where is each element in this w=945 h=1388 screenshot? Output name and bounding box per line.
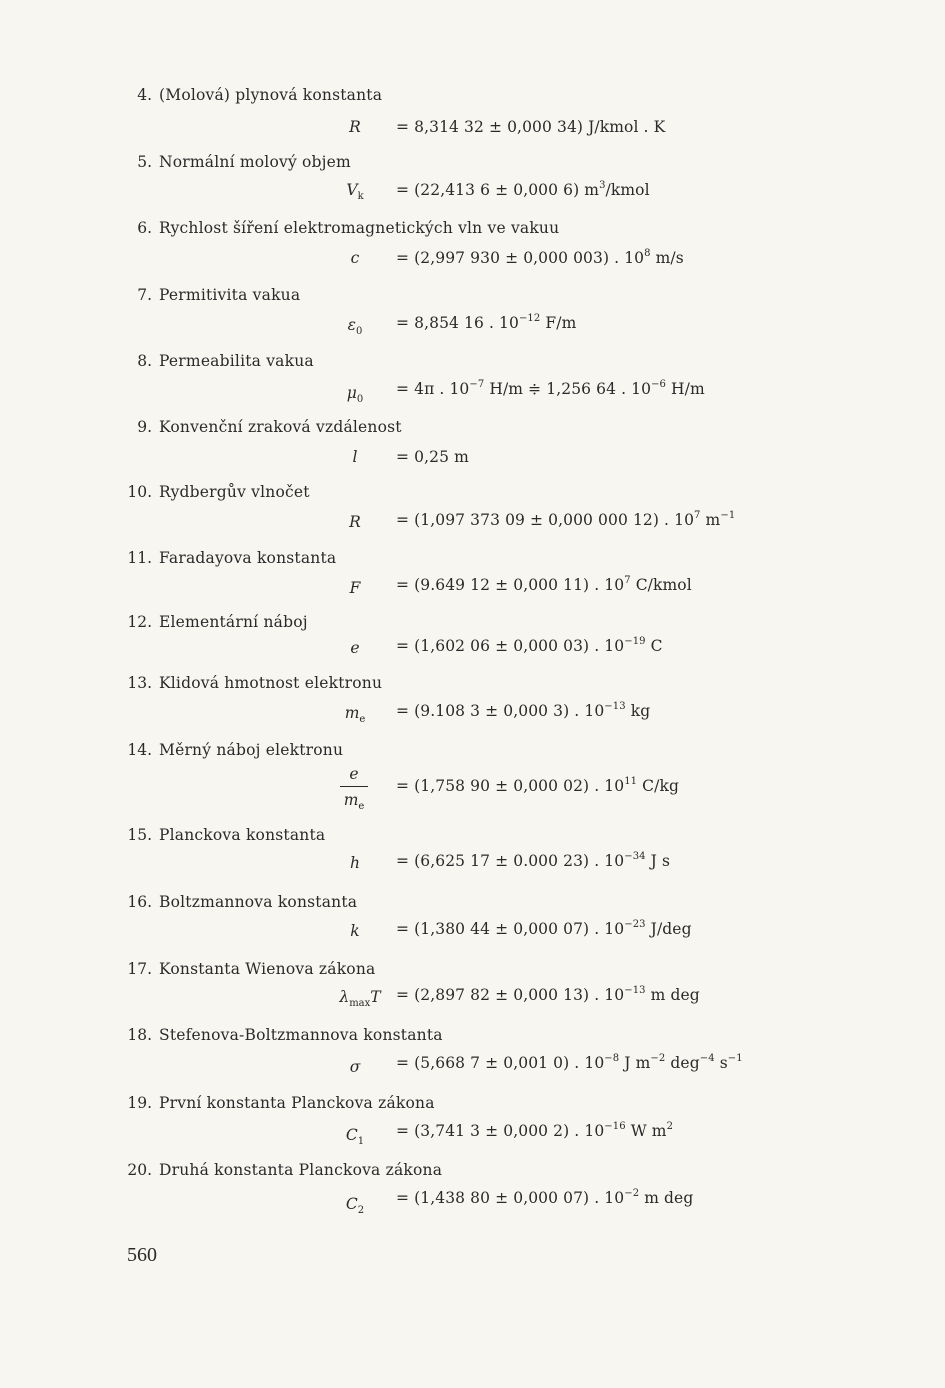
fraction-symbol — [336, 765, 372, 816]
constant-entry — [0, 352, 945, 412]
fraction-bar — [340, 786, 368, 787]
entry-symbol: $\mu_0$ — [346, 384, 364, 406]
entry-symbol: $C_2$ — [345, 1195, 365, 1217]
entry-symbol: $\lambda_{max}T$ — [339, 988, 381, 1010]
entry-symbol: F — [349, 579, 361, 597]
constant-entry — [0, 826, 945, 886]
entry-title: Rychlost šíření elektromagnetických vln ve vakuu — [159, 219, 560, 237]
entry-symbol: k — [350, 922, 360, 940]
entry-symbol: R — [349, 118, 361, 136]
entry-number: 18. — [127, 1026, 152, 1044]
constant-entry — [0, 549, 945, 609]
entry-title: Rydbergův vlnočet — [159, 483, 310, 501]
entry-value: = (1,602 06 ± 0,000 03) . $10^{-19}$ C — [396, 636, 663, 655]
entry-number: 19. — [127, 1094, 152, 1112]
constant-entry — [0, 741, 945, 821]
entry-symbol: e — [350, 639, 360, 657]
entry-number: 17. — [127, 960, 152, 978]
entry-title: Klidová hmotnost elektronu — [159, 674, 383, 692]
entry-number: 14. — [127, 741, 152, 759]
entry-title: Konvenční zraková vzdálenost — [159, 418, 402, 436]
entry-value: = (9.649 12 ± 0,000 11) . $10^7$ C/kmol — [396, 575, 692, 594]
entry-title: Permitivita vakua — [159, 286, 301, 304]
entry-value: = (9.108 3 ± 0,000 3) . $10^{-13}$ kg — [396, 701, 651, 720]
entry-value: = (2,997 930 ± 0,000 003) . $10^8$ m/s — [396, 248, 684, 267]
constant-entry — [0, 1026, 945, 1086]
entry-symbol: $V_k$ — [346, 181, 364, 203]
constant-entry — [0, 893, 945, 953]
entry-number: 5. — [137, 153, 152, 171]
constant-entry — [0, 418, 945, 478]
entry-number: 16. — [127, 893, 152, 911]
entry-title: Konstanta Wienova zákona — [159, 960, 376, 978]
entry-value: = 4π . $10^{-7}$ H/m ≑ 1,256 64 . $10^{-6}$ H/m — [396, 379, 705, 398]
constant-entry — [0, 613, 945, 673]
fraction-denominator: $m_e$ — [343, 791, 365, 813]
fraction-numerator: e — [349, 765, 359, 783]
entry-number: 11. — [127, 549, 152, 567]
constant-entry — [0, 219, 945, 279]
constant-entry — [0, 86, 945, 146]
entry-number: 7. — [137, 286, 152, 304]
constant-entry — [0, 960, 945, 1020]
entry-value: = 8,314 32 ± 0,000 34) J/kmol . K — [396, 118, 666, 136]
entry-value: = (1,758 90 ± 0,000 02) . $10^{11}$ C/kg — [396, 776, 679, 795]
entry-value: = 8,854 16 . $10^{-12}$ F/m — [396, 313, 577, 332]
entry-value: = (1,097 373 09 ± 0,000 000 12) . $10^7$ $m^{-1}$ — [396, 510, 736, 529]
entry-symbol: $m_e$ — [344, 704, 366, 726]
entry-number: 6. — [137, 219, 152, 237]
entry-title: Faradayova konstanta — [159, 549, 337, 567]
entry-value: = (3,741 3 ± 0,000 2) . $10^{-16}$ W $m^2$ — [396, 1121, 674, 1140]
entry-title: Stefenova-Boltzmannova konstanta — [159, 1026, 443, 1044]
constant-entry — [0, 1161, 945, 1221]
entry-title: Elementární náboj — [159, 613, 308, 631]
entry-title: Permeabilita vakua — [159, 352, 314, 370]
entry-title: Boltzmannova konstanta — [159, 893, 358, 911]
entry-symbol: $C_1$ — [345, 1126, 365, 1148]
constant-entry — [0, 153, 945, 213]
entry-number: 12. — [127, 613, 152, 631]
entry-symbol: c — [350, 249, 360, 267]
entry-number: 9. — [137, 418, 152, 436]
entry-title: Druhá konstanta Planckova zákona — [159, 1161, 443, 1179]
entry-symbol: h — [350, 854, 360, 872]
constant-entry — [0, 1094, 945, 1154]
entry-value: = (1,438 80 ± 0,000 07) . $10^{-2}$ m deg — [396, 1188, 694, 1207]
entry-number: 8. — [137, 352, 152, 370]
entry-value: = (2,897 82 ± 0,000 13) . $10^{-13}$ m deg — [396, 985, 700, 1004]
entry-number: 10. — [127, 483, 152, 501]
entry-value: = 0,25 m — [396, 448, 469, 466]
entry-number: 4. — [137, 86, 152, 104]
entry-number: 13. — [127, 674, 152, 692]
entry-title: Normální molový objem — [159, 153, 351, 171]
page-number: 560 — [127, 1244, 157, 1266]
entry-value: = (6,625 17 ± 0.000 23) . $10^{-34}$ J s — [396, 851, 671, 870]
constant-entry — [0, 483, 945, 543]
entry-number: 20. — [127, 1161, 152, 1179]
entry-title: Měrný náboj elektronu — [159, 741, 344, 759]
constant-entry — [0, 286, 945, 346]
entry-value: = (5,668 7 ± 0,001 0) . $10^{-8}$ J $m^{-2}$ deg$^{-4}$ $s^{-1}$ — [396, 1053, 743, 1072]
entry-symbol: l — [352, 448, 358, 466]
entry-symbol: $\varepsilon_0$ — [347, 316, 363, 338]
entry-title: Planckova konstanta — [159, 826, 326, 844]
entry-title: První konstanta Planckova zákona — [159, 1094, 435, 1112]
entry-symbol: R — [349, 513, 361, 531]
entry-symbol: σ — [349, 1058, 361, 1076]
entry-title: (Molová) plynová konstanta — [159, 86, 383, 104]
entry-number: 15. — [127, 826, 152, 844]
entry-value: = (1,380 44 ± 0,000 07) . $10^{-23}$ J/deg — [396, 919, 692, 938]
entry-value: = (22,413 6 ± 0,000 6) $m^3$/kmol — [396, 180, 650, 199]
constant-entry — [0, 674, 945, 734]
